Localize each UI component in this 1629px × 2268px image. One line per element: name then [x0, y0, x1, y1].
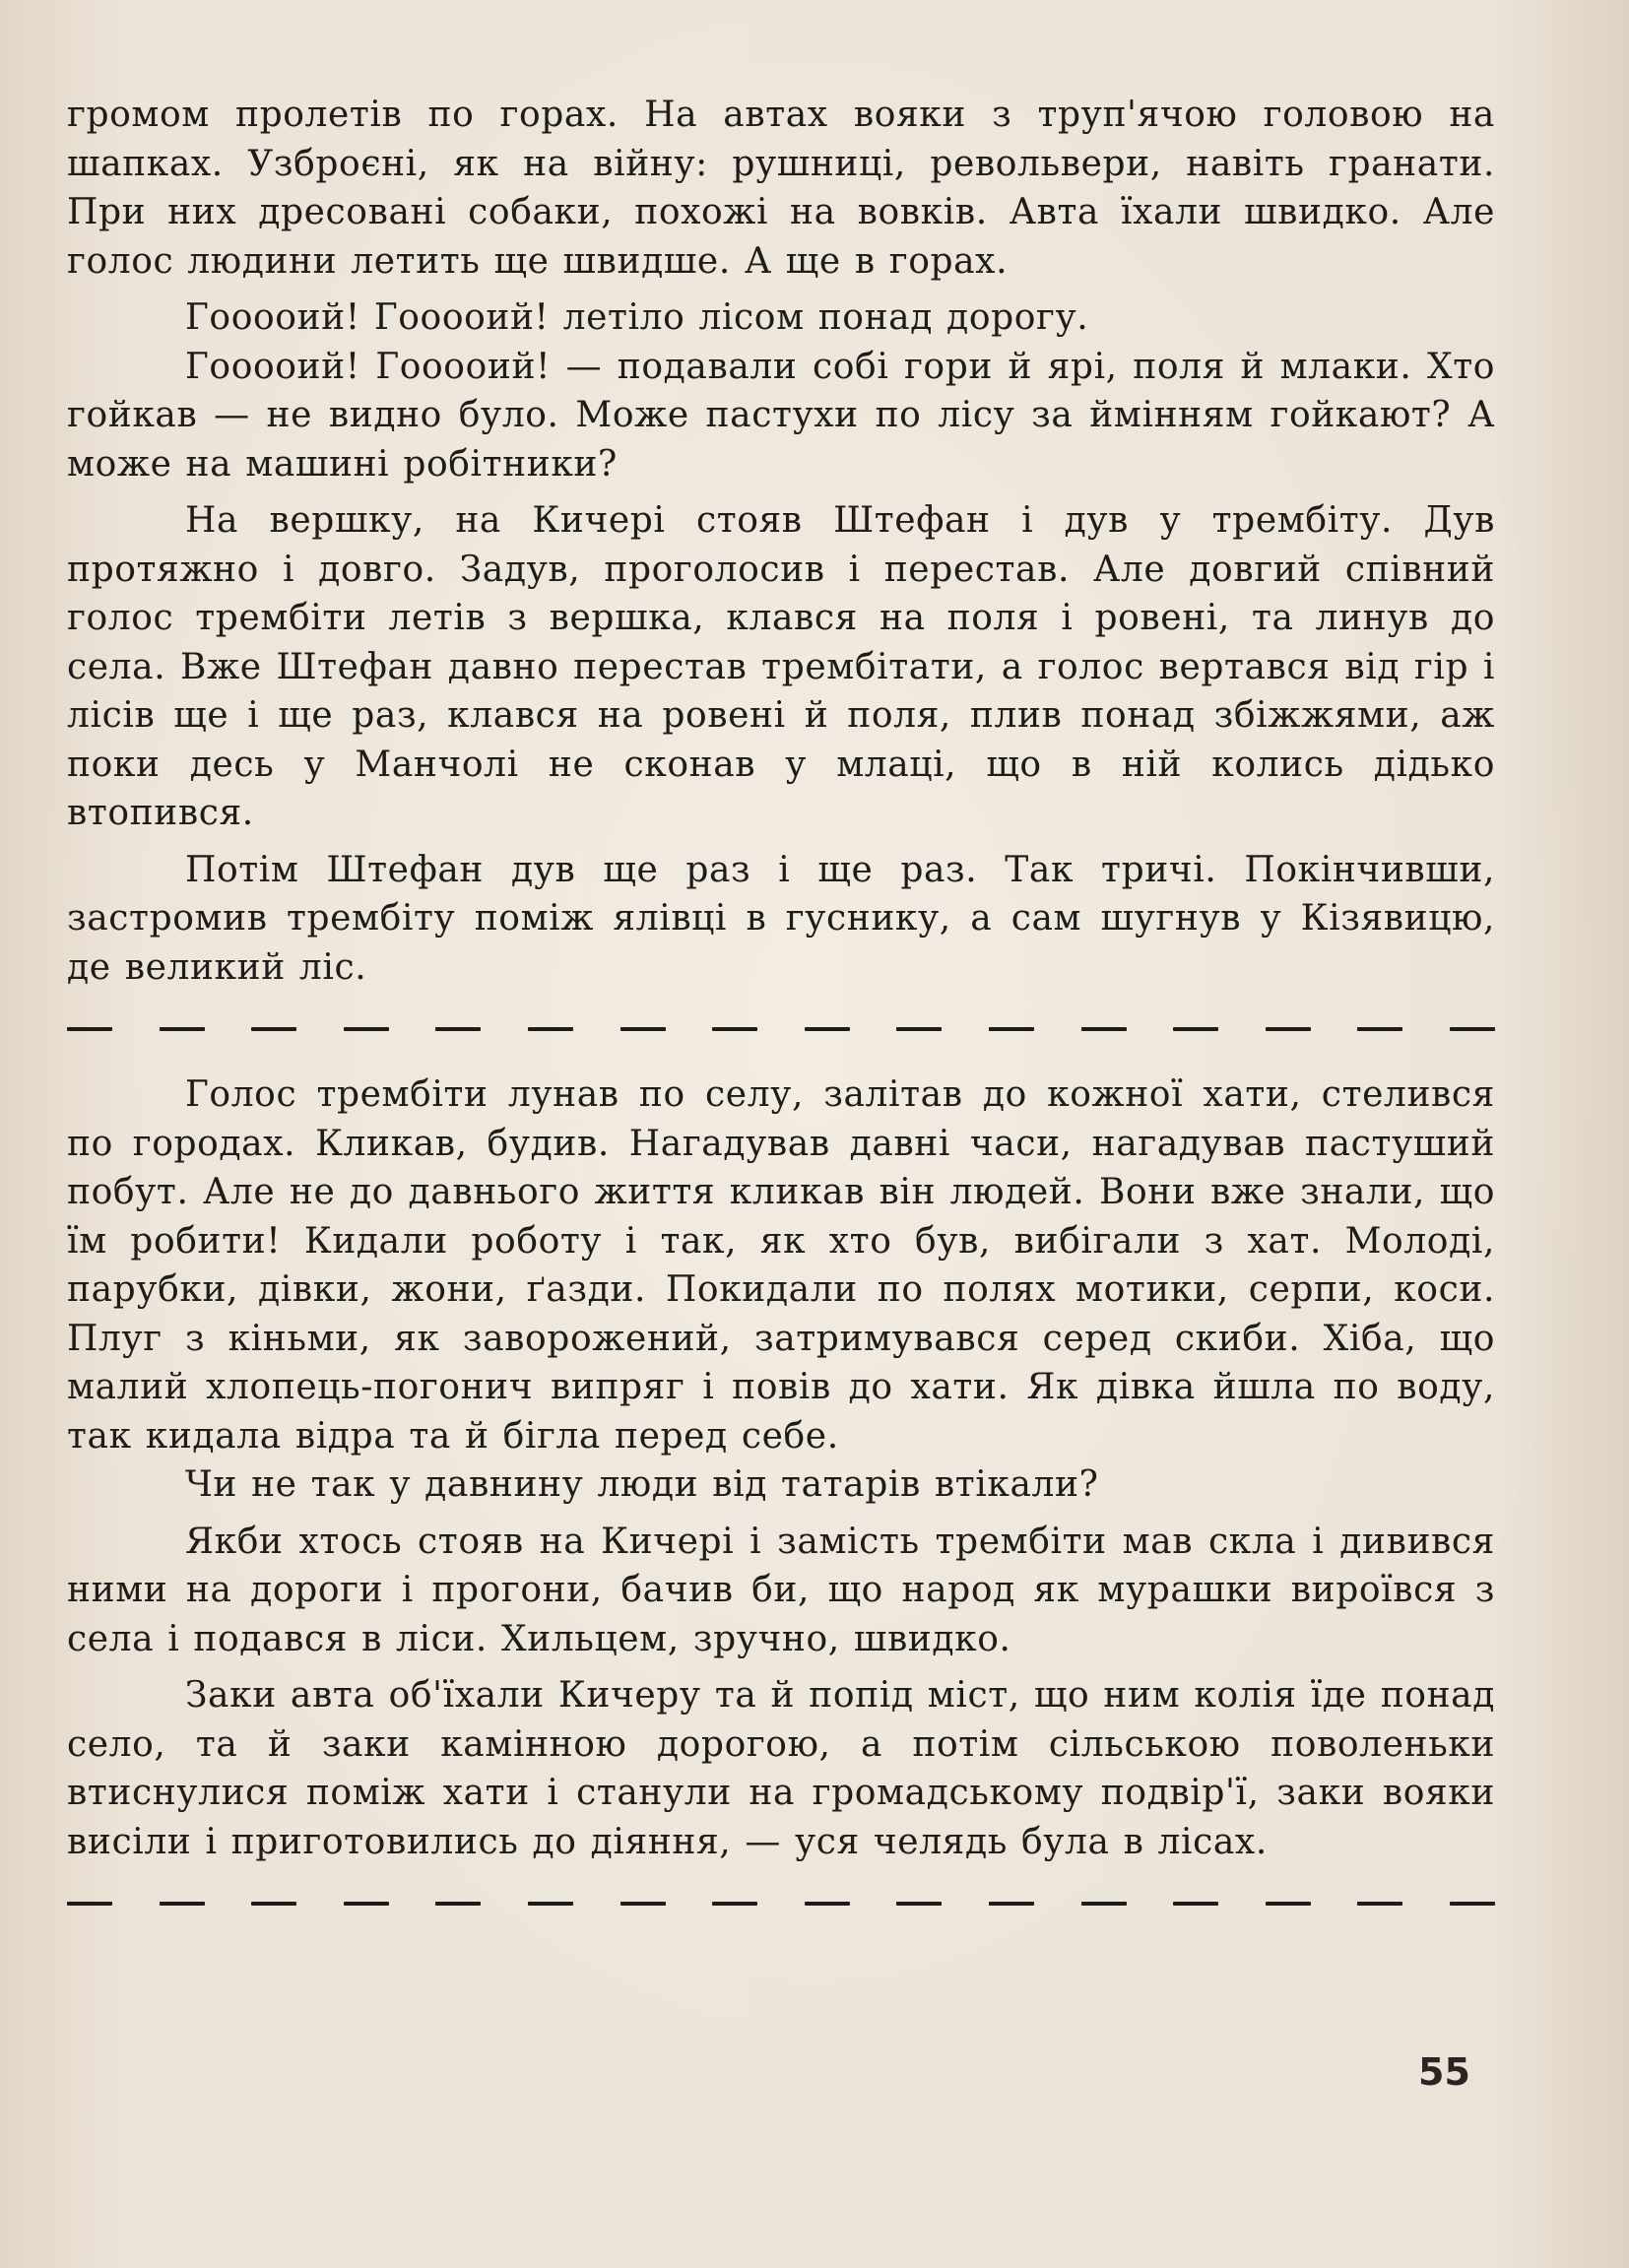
paragraph-7: Чи не так у давнину люди від татарів втікали? [185, 1464, 1099, 1505]
section-divider-2 [67, 1884, 1495, 1923]
divider-dash [1081, 1027, 1127, 1031]
divider-dash [67, 1902, 112, 1906]
divider-dash [805, 1027, 850, 1031]
paragraph-2: Гооооий! Гооооий! летіло лісом понад дорогу. [185, 297, 1089, 338]
divider-dash [344, 1902, 389, 1906]
divider-dash [528, 1902, 573, 1906]
divider-dash [1450, 1027, 1495, 1031]
paragraph-5: Потім Штефан дув ще раз і ще раз. Так тричі. Покінчивши, застромив трембіту поміж ялівці в гуснику, а сам шугнув у Кізявицю, де великий ліс. [67, 849, 1495, 988]
divider-dash [160, 1027, 205, 1031]
paragraph-1: громом пролетів по горах. На автах вояки з труп'ячою головою на шапках. Узброєні, як на війну: рушниці, револьвери, навіть гранати. При них дресовані собаки, похожі на вовків. Авта їхали швидко. Але голос людини летить ще швидше. А ще в горах. [67, 95, 1495, 282]
section-divider-1 [67, 1009, 1495, 1049]
divider-dash [1266, 1027, 1311, 1031]
divider-dash [1357, 1902, 1402, 1906]
divider-dash [160, 1902, 205, 1906]
divider-dash [1450, 1902, 1495, 1906]
divider-dash [528, 1027, 573, 1031]
paragraph-9: Заки авта об'їхали Кичеру та й попід міст, що ним колія їде понад село, та й заки камінною дорогою, а потім сільською поволеньки втиснулися поміж хати і станули на громадському подвір'ї, заки вояки висіли і приготовились до діяння, — уся челядь була в лісах. [67, 1675, 1495, 1862]
divider-dash [344, 1027, 389, 1031]
divider-dash [1173, 1027, 1218, 1031]
divider-dash [989, 1027, 1034, 1031]
divider-dash [1173, 1902, 1218, 1906]
paragraph-4: На вершку, на Кичері стояв Штефан і дув у трембіту. Дув протяжно і довго. Задув, проголосив і перестав. Але довгий співний голос трембіти летів з вершка, клався на поля і ровені, та линув до села. Вже Штефан давно перестав трембітати, а голос вертався від гір і лісів ще і ще раз, клався на ровені й поля, плив понад збіжжями, аж поки десь у Манчолі не сконав у млаці, що в ній колись дідько втопився. [67, 500, 1495, 833]
divider-dash [1357, 1027, 1402, 1031]
page-number: 55 [1418, 2050, 1470, 2094]
divider-dash [620, 1027, 666, 1031]
paragraph-8: Якби хтось стояв на Кичері і замість трембіти мав скла і дивився ними на дороги і прогони, бачив би, що народ як мурашки вироївся з села і подався в ліси. Хильцем, зручно, швидко. [67, 1521, 1495, 1659]
divider-dash [620, 1902, 666, 1906]
divider-dash [712, 1902, 757, 1906]
divider-dash [1266, 1902, 1311, 1906]
paragraph-6: Голос трембіти лунав по селу, залітав до кожної хати, стелився по городах. Кликав, будив. Нагадував давні часи, нагадував пастуший побут. Але не до давнього життя кликав він людей. Вони вже знали, що їм робити! Кидали роботу і так, як хто був, вибігали з хат. Молоді, парубки, дівки, жони, ґазди. Покидали по полях мотики, серпи, коси. Плуг з кіньми, як заворожений, затримувався серед скиби. Хіба, що малий хлопець-погонич випряг і повів до хати. Як дівка йшла по воду, так кидала відра та й бігла перед себе. [67, 1074, 1495, 1457]
divider-dash [896, 1902, 942, 1906]
paragraph-3: Гооооий! Гооооий! — подавали собі гори й ярі, поля й млаки. Хто гойкав — не видно було. Може пастухи по лісу за ймінням гойкают? А може на машині робітники? [67, 346, 1495, 485]
divider-dash [435, 1902, 481, 1906]
divider-dash [712, 1027, 757, 1031]
divider-dash [251, 1027, 296, 1031]
divider-dash [896, 1027, 942, 1031]
divider-dash [989, 1902, 1034, 1906]
divider-dash [805, 1902, 850, 1906]
divider-dash [435, 1027, 481, 1031]
divider-dash [1081, 1902, 1127, 1906]
text-column [67, 91, 1495, 1945]
divider-dash [67, 1027, 112, 1031]
divider-dash [251, 1902, 296, 1906]
